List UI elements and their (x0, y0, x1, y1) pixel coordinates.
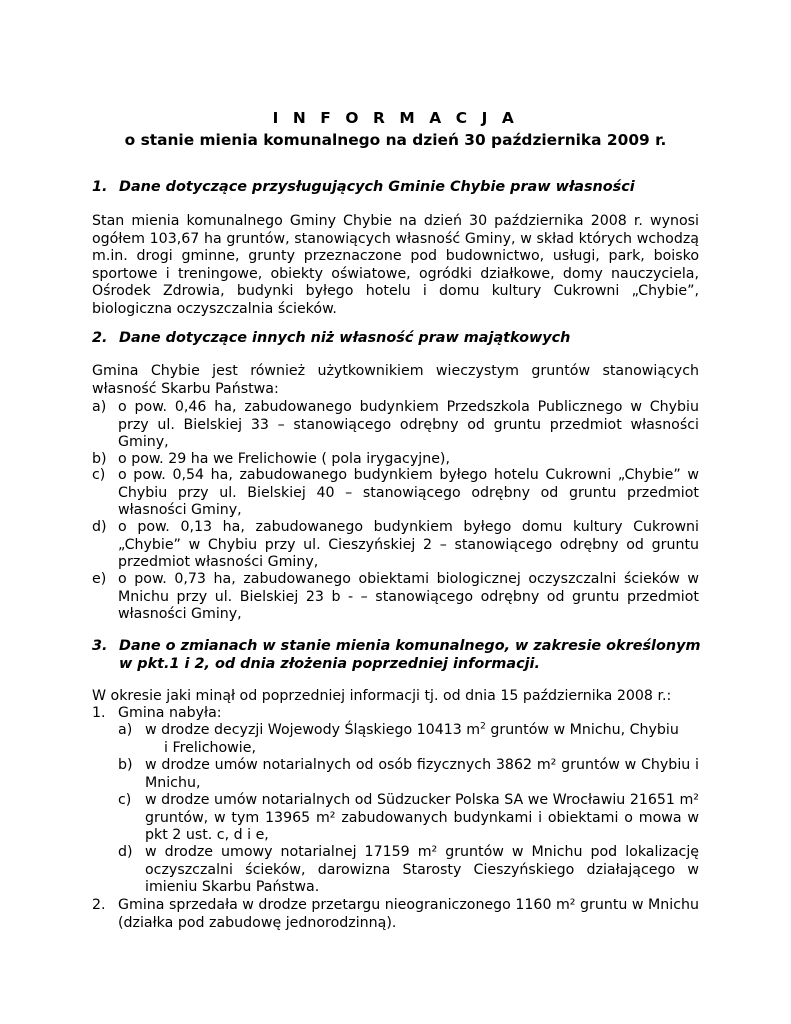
sub-label: d) (118, 844, 133, 860)
section-2-number: 2. (92, 330, 108, 346)
section-3-heading (92, 638, 702, 673)
section-3-intro: W okresie jaki minął od poprzedniej informacji tj. od dnia 15 października 2008 r.: (92, 688, 672, 704)
numbered-item-2 (92, 897, 699, 932)
numbered-label: 1. (92, 705, 106, 721)
list-item-c (92, 467, 699, 520)
sub-item-d (118, 844, 699, 897)
section-3-number: 3. (92, 638, 108, 654)
sub-item-b (118, 757, 699, 792)
sub-text-part: w drodze decyzji Wojewody Śląskiego 10413 m (145, 722, 481, 738)
list-text: o pow. 0,54 ha, zabudowanego budynkiem byłego hotelu Cukrowni „Chybie” w Chybiu przy ul. Bielskiej 40 – stanowiącego odrębny od gruntu przedmiot własności Gminy, (118, 467, 699, 519)
sub-label: a) (118, 722, 133, 738)
section-1-heading (92, 179, 702, 197)
numbered-item-1 (92, 705, 699, 723)
sub-text: w drodze umowy notarialnej 17159 m² gruntów w Mnichu pod lokalizację oczyszczalni ścieków, darowizna Starosty Cieszyńskiego działającego w imieniu Skarbu Państwa. (145, 844, 699, 896)
list-label: e) (92, 571, 107, 587)
sub-label: c) (118, 792, 132, 808)
numbered-label: 2. (92, 897, 106, 913)
sub-text-part: gruntów w Mnichu, Chybiu (485, 722, 679, 738)
section-2-heading (92, 330, 702, 348)
list-item-e (92, 571, 699, 624)
list-text: o pow. 0,73 ha, zabudowanego obiektami biologicznej oczyszczalni ścieków w Mnichu przy ul. Bielskiej 23 b - – stanowiącego odrębny od gruntu przedmiot własności Gminy, (118, 571, 699, 623)
list-text: o pow. 0,46 ha, zabudowanego budynkiem Przedszkola Publicznego w Chybiu przy ul. Bielskiej 33 – stanowiącego odrębny od gruntu przedmiot własności Gminy, (118, 399, 699, 451)
sub-text (145, 722, 699, 757)
section-1-number: 1. (92, 179, 108, 195)
list-label: a) (92, 399, 107, 415)
list-label: b) (92, 451, 107, 467)
list-label: d) (92, 519, 107, 535)
section-1-paragraph: Stan mienia komunalnego Gminy Chybie na dzień 30 października 2008 r. wynosi ogółem 103,67 ha gruntów, stanowiących własność Gminy, w skład których wchodzą m.in. drogi gminne, grunty przeznaczone pod budownictwo, usługi, park, boisko sportowe i treningowe, obiekty oświatowe, ogródki działkowe, domy nauczyciela, Ośrodek Zdrowia, budynki byłego hotelu i domu kultury Cukrowni „Chybie”, biologiczna oczyszczalnia ścieków. (92, 213, 699, 317)
section-2-title: Dane dotyczące innych niż własność praw majątkowych (119, 330, 571, 346)
superscript: 2 (480, 721, 486, 732)
sub-label: b) (118, 757, 133, 773)
sub-text: w drodze umów notarialnych od Südzucker Polska SA we Wrocławiu 21651 m² gruntów, w tym 13965 m² zabudowanych budynkami i obiektami o mowa w pkt 2 ust. c, d i e, (145, 792, 699, 844)
section-2-intro: Gmina Chybie jest również użytkownikiem wieczystym gruntów stanowiących własność Skarbu Państwa: (92, 363, 699, 397)
sub-text: w drodze umów notarialnych od osób fizycznych 3862 m² gruntów w Chybiu i Mnichu, (145, 757, 699, 791)
list-item-d (92, 519, 699, 572)
sub-item-c (118, 792, 699, 845)
numbered-text: Gmina sprzedała w drodze przetargu nieograniczonego 1160 m² gruntu w Mnichu (działka pod zabudowę jednorodzinną). (118, 897, 699, 931)
sub-text-continuation: i Frelichowie, (164, 739, 256, 756)
list-label: c) (92, 467, 106, 483)
list-text: o pow. 0,13 ha, zabudowanego budynkiem byłego domu kultury Cukrowni „Chybie” w Chybiu przy ul. Cieszyńskiej 2 – stanowiącego odrębny od gruntu przedmiot własności Gminy, (118, 519, 699, 571)
numbered-text: Gmina nabyła: (118, 705, 222, 721)
sub-item-a (118, 722, 699, 757)
document-title: I N F O R M A C J A (272, 109, 519, 127)
list-item-a (92, 399, 699, 452)
document-subtitle: o stanie mienia komunalnego na dzień 30 października 2009 r. (124, 131, 667, 149)
section-1-title: Dane dotyczące przysługujących Gminie Chybie praw własności (119, 179, 635, 195)
list-text: o pow. 29 ha we Frelichowie ( pola irygacyjne), (118, 451, 450, 467)
section-3-title: Dane o zmianach w stanie mienia komunalnego, w zakresie określonym w pkt.1 i 2, od dnia złożenia poprzedniej informacji. (119, 638, 701, 672)
list-item-b (92, 451, 699, 469)
